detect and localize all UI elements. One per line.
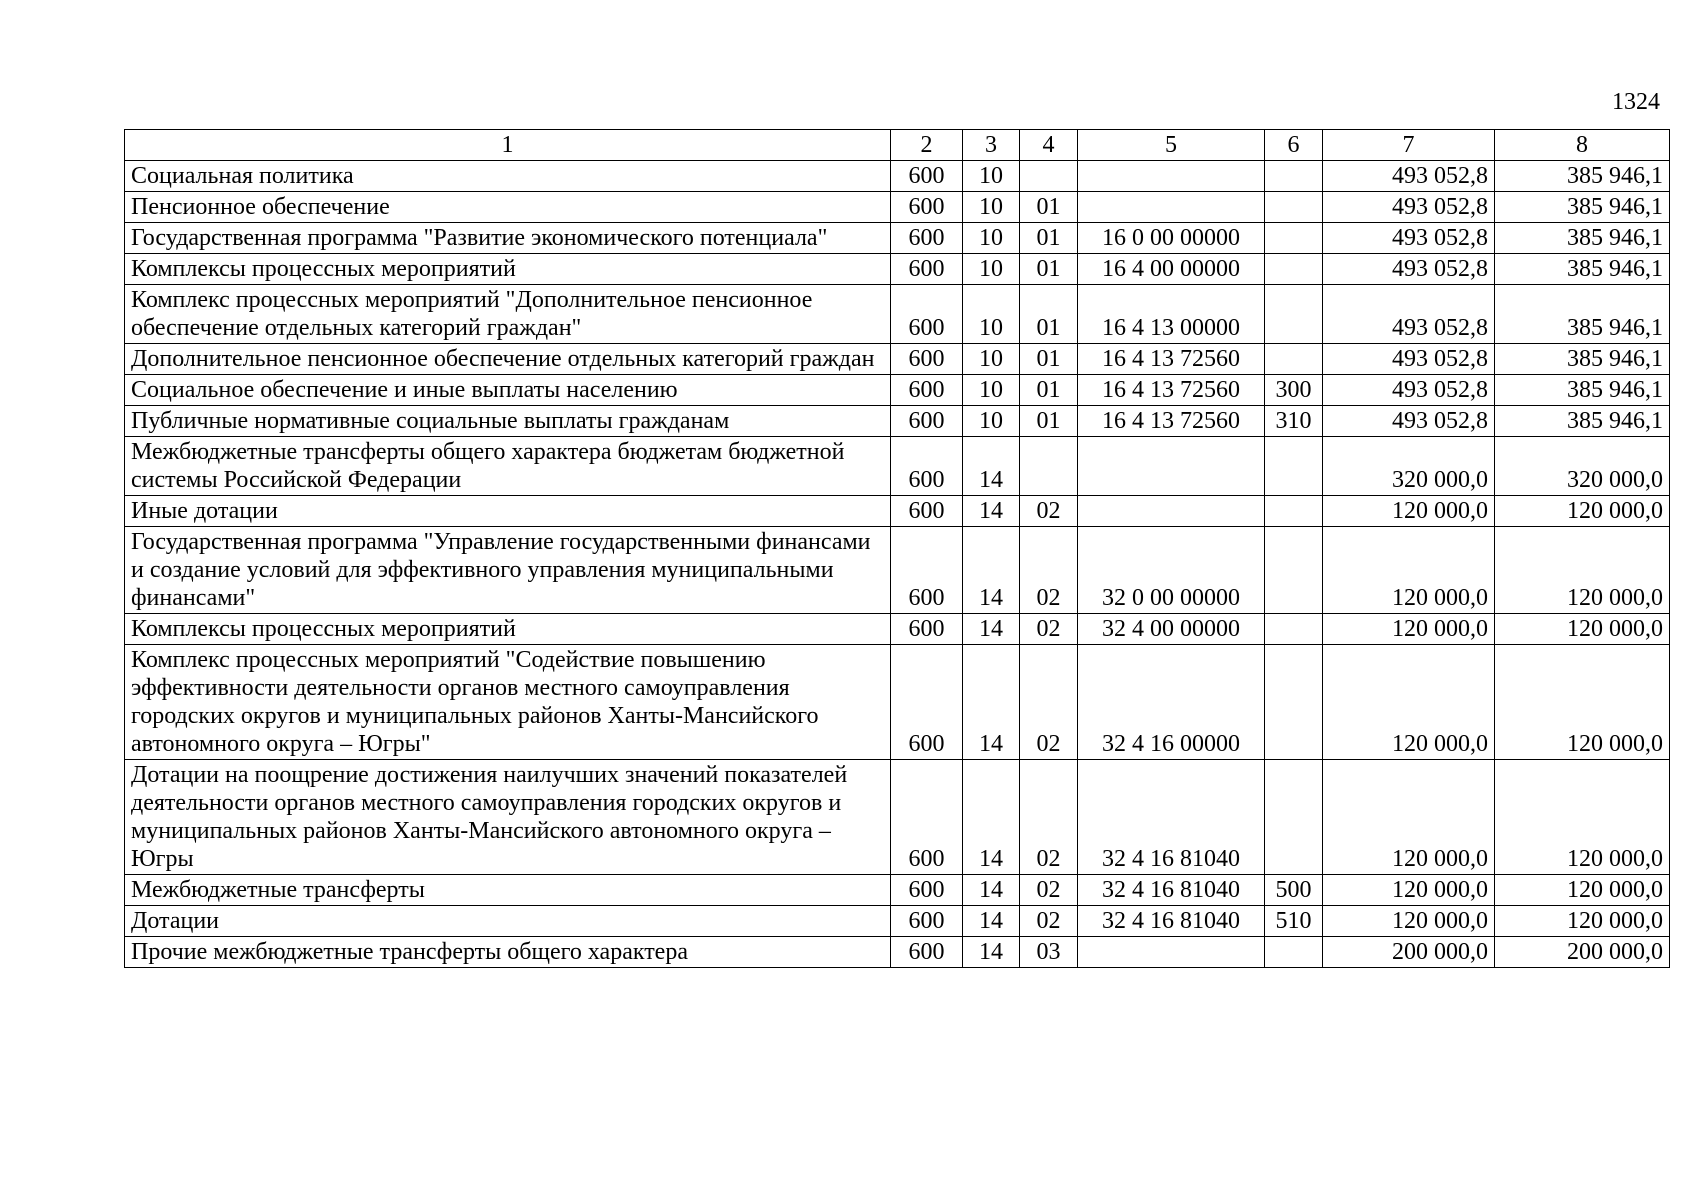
amount-year-1-cell: 493 052,8 — [1323, 192, 1495, 223]
subsection-code-cell: 02 — [1020, 875, 1078, 906]
row-name-cell: Дотации — [125, 906, 891, 937]
amount-year-1-cell: 493 052,8 — [1323, 254, 1495, 285]
target-article-code-cell: 16 4 13 72560 — [1078, 406, 1265, 437]
admin-code-cell: 600 — [891, 254, 963, 285]
subsection-code-cell: 01 — [1020, 344, 1078, 375]
admin-code-cell: 600 — [891, 192, 963, 223]
table-row — [125, 937, 1670, 968]
table-row — [125, 254, 1670, 285]
target-article-code-cell — [1078, 437, 1265, 496]
table-body — [125, 161, 1670, 968]
table-row — [125, 906, 1670, 937]
row-name-cell: Социальная политика — [125, 161, 891, 192]
row-name-cell: Комплекс процессных мероприятий "Содействие повышению эффективности деятельности органов местного самоуправления городских округов и муниципальных районов Ханты-Мансийского автономного округа – Югры" — [125, 645, 891, 760]
section-code-cell: 14 — [963, 875, 1020, 906]
amount-year-1-cell: 120 000,0 — [1323, 906, 1495, 937]
amount-year-2-cell: 120 000,0 — [1495, 906, 1670, 937]
subsection-code-cell: 01 — [1020, 223, 1078, 254]
target-article-code-cell: 32 4 16 81040 — [1078, 906, 1265, 937]
admin-code-cell: 600 — [891, 437, 963, 496]
amount-year-2-cell: 120 000,0 — [1495, 614, 1670, 645]
table-row — [125, 344, 1670, 375]
admin-code-cell: 600 — [891, 406, 963, 437]
column-header: 6 — [1265, 130, 1323, 161]
subsection-code-cell: 01 — [1020, 406, 1078, 437]
target-article-code-cell: 16 4 13 72560 — [1078, 344, 1265, 375]
amount-year-2-cell: 120 000,0 — [1495, 760, 1670, 875]
row-name-cell: Комплексы процессных мероприятий — [125, 254, 891, 285]
admin-code-cell: 600 — [891, 906, 963, 937]
section-code-cell: 10 — [963, 375, 1020, 406]
expense-type-code-cell — [1265, 760, 1323, 875]
subsection-code-cell: 01 — [1020, 285, 1078, 344]
target-article-code-cell: 16 0 00 00000 — [1078, 223, 1265, 254]
row-name-cell: Прочие межбюджетные трансферты общего характера — [125, 937, 891, 968]
column-header: 3 — [963, 130, 1020, 161]
section-code-cell: 14 — [963, 496, 1020, 527]
table-row — [125, 285, 1670, 344]
row-name-cell: Комплекс процессных мероприятий "Дополнительное пенсионное обеспечение отдельных категорий граждан" — [125, 285, 891, 344]
table-row — [125, 614, 1670, 645]
table-row — [125, 496, 1670, 527]
amount-year-2-cell: 120 000,0 — [1495, 496, 1670, 527]
row-name-cell: Межбюджетные трансферты — [125, 875, 891, 906]
section-code-cell: 10 — [963, 344, 1020, 375]
amount-year-2-cell: 120 000,0 — [1495, 527, 1670, 614]
expense-type-code-cell — [1265, 223, 1323, 254]
table-row — [125, 645, 1670, 760]
expense-type-code-cell — [1265, 614, 1323, 645]
target-article-code-cell: 16 4 13 00000 — [1078, 285, 1265, 344]
subsection-code-cell: 02 — [1020, 496, 1078, 527]
section-code-cell: 10 — [963, 406, 1020, 437]
admin-code-cell: 600 — [891, 344, 963, 375]
section-code-cell: 14 — [963, 760, 1020, 875]
admin-code-cell: 600 — [891, 527, 963, 614]
target-article-code-cell — [1078, 937, 1265, 968]
column-header: 7 — [1323, 130, 1495, 161]
amount-year-1-cell: 120 000,0 — [1323, 496, 1495, 527]
amount-year-2-cell: 385 946,1 — [1495, 406, 1670, 437]
expense-type-code-cell — [1265, 437, 1323, 496]
row-name-cell: Дотации на поощрение достижения наилучших значений показателей деятельности органов местного самоуправления городских округов и муниципальных районов Ханты-Мансийского автономного округа – Югры — [125, 760, 891, 875]
admin-code-cell: 600 — [891, 496, 963, 527]
target-article-code-cell — [1078, 161, 1265, 192]
subsection-code-cell: 02 — [1020, 906, 1078, 937]
expense-type-code-cell — [1265, 192, 1323, 223]
admin-code-cell: 600 — [891, 375, 963, 406]
section-code-cell: 14 — [963, 906, 1020, 937]
target-article-code-cell — [1078, 496, 1265, 527]
target-article-code-cell: 32 0 00 00000 — [1078, 527, 1265, 614]
expense-type-code-cell — [1265, 254, 1323, 285]
subsection-code-cell: 03 — [1020, 937, 1078, 968]
table-row — [125, 223, 1670, 254]
amount-year-1-cell: 493 052,8 — [1323, 161, 1495, 192]
subsection-code-cell: 02 — [1020, 614, 1078, 645]
amount-year-1-cell: 493 052,8 — [1323, 223, 1495, 254]
amount-year-1-cell: 120 000,0 — [1323, 645, 1495, 760]
subsection-code-cell — [1020, 437, 1078, 496]
amount-year-2-cell: 200 000,0 — [1495, 937, 1670, 968]
amount-year-2-cell: 385 946,1 — [1495, 375, 1670, 406]
section-code-cell: 14 — [963, 437, 1020, 496]
row-name-cell: Государственная программа "Развитие экономического потенциала" — [125, 223, 891, 254]
section-code-cell: 10 — [963, 192, 1020, 223]
table-header-row — [125, 130, 1670, 161]
target-article-code-cell: 32 4 16 00000 — [1078, 645, 1265, 760]
page-number: 1324 — [1612, 89, 1660, 115]
amount-year-1-cell: 120 000,0 — [1323, 760, 1495, 875]
expense-type-code-cell — [1265, 645, 1323, 760]
table-row — [125, 375, 1670, 406]
amount-year-2-cell: 385 946,1 — [1495, 161, 1670, 192]
target-article-code-cell: 16 4 13 72560 — [1078, 375, 1265, 406]
row-name-cell: Комплексы процессных мероприятий — [125, 614, 891, 645]
admin-code-cell: 600 — [891, 875, 963, 906]
row-name-cell: Публичные нормативные социальные выплаты гражданам — [125, 406, 891, 437]
subsection-code-cell: 02 — [1020, 760, 1078, 875]
table-row — [125, 527, 1670, 614]
expense-type-code-cell: 310 — [1265, 406, 1323, 437]
section-code-cell: 10 — [963, 254, 1020, 285]
amount-year-1-cell: 120 000,0 — [1323, 527, 1495, 614]
column-header: 5 — [1078, 130, 1265, 161]
subsection-code-cell: 01 — [1020, 375, 1078, 406]
row-name-cell: Социальное обеспечение и иные выплаты населению — [125, 375, 891, 406]
section-code-cell: 10 — [963, 223, 1020, 254]
subsection-code-cell — [1020, 161, 1078, 192]
expense-type-code-cell — [1265, 344, 1323, 375]
table-row — [125, 192, 1670, 223]
expense-type-code-cell — [1265, 285, 1323, 344]
amount-year-2-cell: 385 946,1 — [1495, 254, 1670, 285]
expense-type-code-cell — [1265, 161, 1323, 192]
amount-year-2-cell: 385 946,1 — [1495, 192, 1670, 223]
expense-type-code-cell — [1265, 937, 1323, 968]
section-code-cell: 10 — [963, 161, 1020, 192]
amount-year-1-cell: 493 052,8 — [1323, 406, 1495, 437]
subsection-code-cell: 02 — [1020, 527, 1078, 614]
target-article-code-cell — [1078, 192, 1265, 223]
expense-type-code-cell: 510 — [1265, 906, 1323, 937]
admin-code-cell: 600 — [891, 760, 963, 875]
section-code-cell: 14 — [963, 614, 1020, 645]
budget-table — [124, 129, 1670, 968]
table-row — [125, 437, 1670, 496]
section-code-cell: 14 — [963, 645, 1020, 760]
amount-year-2-cell: 320 000,0 — [1495, 437, 1670, 496]
amount-year-1-cell: 120 000,0 — [1323, 614, 1495, 645]
amount-year-1-cell: 320 000,0 — [1323, 437, 1495, 496]
section-code-cell: 14 — [963, 937, 1020, 968]
amount-year-1-cell: 493 052,8 — [1323, 344, 1495, 375]
expense-type-code-cell: 500 — [1265, 875, 1323, 906]
column-header: 2 — [891, 130, 963, 161]
row-name-cell: Дополнительное пенсионное обеспечение отдельных категорий граждан — [125, 344, 891, 375]
expense-type-code-cell — [1265, 496, 1323, 527]
amount-year-2-cell: 120 000,0 — [1495, 645, 1670, 760]
column-header: 1 — [125, 130, 891, 161]
expense-type-code-cell: 300 — [1265, 375, 1323, 406]
subsection-code-cell: 02 — [1020, 645, 1078, 760]
admin-code-cell: 600 — [891, 937, 963, 968]
subsection-code-cell: 01 — [1020, 254, 1078, 285]
amount-year-2-cell: 385 946,1 — [1495, 223, 1670, 254]
admin-code-cell: 600 — [891, 285, 963, 344]
amount-year-1-cell: 493 052,8 — [1323, 375, 1495, 406]
section-code-cell: 14 — [963, 527, 1020, 614]
target-article-code-cell: 16 4 00 00000 — [1078, 254, 1265, 285]
target-article-code-cell: 32 4 16 81040 — [1078, 875, 1265, 906]
admin-code-cell: 600 — [891, 161, 963, 192]
column-header: 4 — [1020, 130, 1078, 161]
table-row — [125, 875, 1670, 906]
table-row — [125, 406, 1670, 437]
amount-year-1-cell: 493 052,8 — [1323, 285, 1495, 344]
admin-code-cell: 600 — [891, 645, 963, 760]
amount-year-1-cell: 200 000,0 — [1323, 937, 1495, 968]
row-name-cell: Государственная программа "Управление государственными финансами и создание условий для эффективного управления муниципальными финансами" — [125, 527, 891, 614]
section-code-cell: 10 — [963, 285, 1020, 344]
expense-type-code-cell — [1265, 527, 1323, 614]
target-article-code-cell: 32 4 16 81040 — [1078, 760, 1265, 875]
amount-year-1-cell: 120 000,0 — [1323, 875, 1495, 906]
row-name-cell: Пенсионное обеспечение — [125, 192, 891, 223]
table-row — [125, 161, 1670, 192]
target-article-code-cell: 32 4 00 00000 — [1078, 614, 1265, 645]
column-header: 8 — [1495, 130, 1670, 161]
amount-year-2-cell: 120 000,0 — [1495, 875, 1670, 906]
subsection-code-cell: 01 — [1020, 192, 1078, 223]
admin-code-cell: 600 — [891, 223, 963, 254]
amount-year-2-cell: 385 946,1 — [1495, 285, 1670, 344]
row-name-cell: Межбюджетные трансферты общего характера бюджетам бюджетной системы Российской Федерации — [125, 437, 891, 496]
admin-code-cell: 600 — [891, 614, 963, 645]
amount-year-2-cell: 385 946,1 — [1495, 344, 1670, 375]
table-row — [125, 760, 1670, 875]
row-name-cell: Иные дотации — [125, 496, 891, 527]
